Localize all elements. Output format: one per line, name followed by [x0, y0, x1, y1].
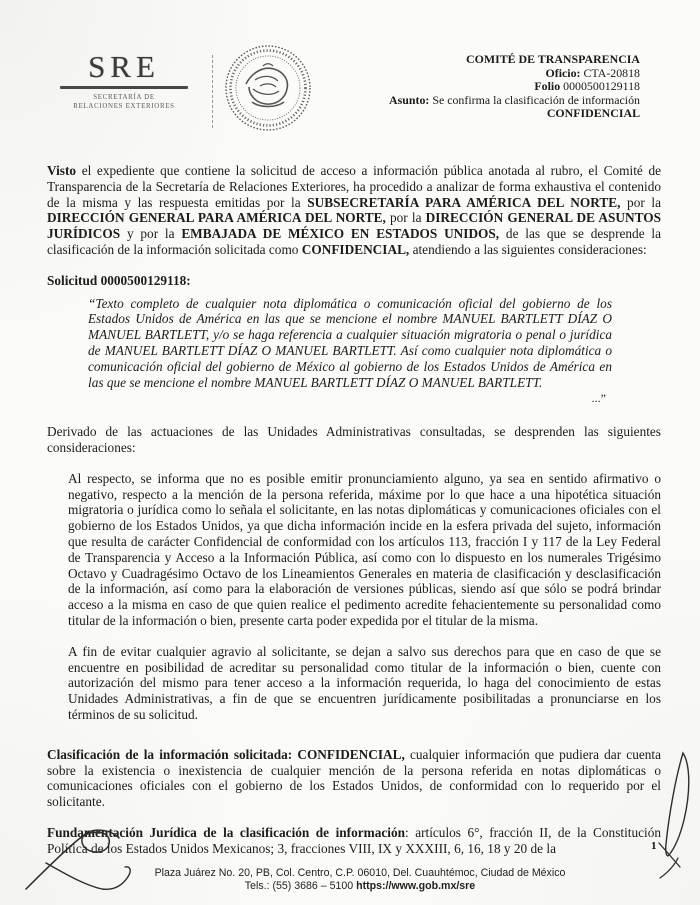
asunto-line: Asunto: Se confirma la clasificación de información [389, 92, 640, 107]
consideration-paragraph-2: A fin de evitar cualquier agravio al solicitante, se dejan a salvo sus derechos para que en caso de que se encuentre en posibilidad de acreditar su personalidad como titular de la información o bien, cuente con autorización del mismo para tener acceso a la información requerida, lo haga del conocimiento de estas Unidades Administrativas, a fin de que se encuentren jurídicamente posibilitadas a pronunciarse en los términos de su solicitud. [68, 643, 661, 722]
committee-title: COMITÉ DE TRANSPARENCIA [466, 52, 640, 66]
derivado-paragraph: Derivado de las actuaciones de las Unidades Administrativas consultadas, se desprenden las siguientes consideraciones: [47, 424, 661, 455]
fundamentacion-paragraph: Fundamentación Jurídica de la clasificación de información: artículos 6°, fracción II, de la Constitución Política de los Estados Unidos Mexicanos; 3, fracciones VIII, IX y XXXIII, 6, 16, 18 y 20 de la [47, 824, 661, 856]
consideration-paragraph-1: Al respecto, se informa que no es posible emitir pronunciamiento alguno, ya sea en sentido afirmativo o negativo, respecto a la mención de la persona referida, máxime por lo que hace a una hipotética situación migratoria o jurídica como lo señala el solicitante, en las notas diplomáticas y comunicaciones oficiales con el gobierno de los Estados Unidos, ya que dicha información incide en la esfera privada del sujeto, información que resulta de carácter Confidencial de conformidad con los artículos 113, fracción I y 117 de la Ley Federal de Transparencia y Acceso a la Información Pública, así como con lo dispuesto en los numerales Trigésimo Octavo y Cuadragésimo Octavo de los Lineamientos Generales en materia de clasificación y desclasificación de la información, así como para la elaboración de versiones públicas, siendo así que sólo se podrá brindar acceso a la misma en caso de que quien realice el pedimento acredite fehacientemente su personalidad como titular de la información o bien, presente carta poder expedida por el titular de la misma. [68, 470, 661, 628]
footer-phone: Tels.: (55) 3686 – 5100 https://www.gob.mx/sre [244, 880, 476, 893]
quote-closing-mark: ...” [591, 391, 606, 406]
sre-dept-line2: RELACIONES EXTERIORES [73, 102, 175, 110]
clasificacion-paragraph: Clasificación de la información solicitada: CONFIDENCIAL, cualquier información que pudiera dar cuenta sobre la existencia o inexistencia de cualquier mención de la persona referida en notas diplomáticas o comunicaciones oficiales con el gobierno de los Estados Unidos, de conformidad con lo requerido por el solicitante. [47, 746, 661, 810]
visto-paragraph: Visto el expediente que contiene la solicitud de acceso a información pública anotada al rubro, el Comité de Transparencia de la Secretaría de Relaciones Exteriores, ha procedido a analizar de forma exhaustiva el contenido de la misma y las respuesta emitidas por la SUBSECRETARÍA PARA AMÉRICA DEL NORTE, por la DIRECCIÓN GENERAL PARA AMÉRICA DEL NORTE, por la DIRECCIÓN GENERAL DE ASUNTOS JURÍDICOS y por la EMBAJADA DE MÉXICO EN ESTADOS UNIDOS, de las que se desprende la clasificación de la información solicitada como CONFIDENCIAL, atendiendo a las siguientes consideraciones: [47, 163, 661, 257]
footer-address: Plaza Juárez No. 20, PB, Col. Centro, C.P. 06010, Del. Cuauhtémoc, Ciudad de México [154, 867, 566, 879]
margin-paraph-icon [645, 750, 697, 887]
solicitud-heading: Solicitud 0000500129118: [47, 272, 191, 288]
footer-block [100, 867, 620, 893]
sre-logo-rule [60, 86, 188, 89]
folio-line: Folio 0000500129118 [534, 79, 640, 94]
signature-rubric-icon [16, 826, 154, 905]
oficio-line: Oficio: CTA-20818 [545, 65, 640, 80]
document-body [47, 163, 661, 856]
header-divider-line [212, 55, 213, 128]
sre-logo [60, 50, 188, 111]
sre-acronym: SRE [88, 49, 160, 84]
header-right-block [220, 53, 640, 121]
request-quote-block: “Texto completo de cualquier nota diplomática o comunicación oficial del gobierno de los Estados Unidos de América en las que se mencione el nombre MANUEL BARTLETT DÍAZ O MANUEL BARTLETT, y/o se haga referencia a cualquier situación migratoria o penal o jurídica de MANUEL BARTLETT DÍAZ O MANUEL BARTLETT. Así como cualquier nota diplomática o comunicación oficial del gobierno de México al gobierno de los Estados Unidos de América en las que se mencione el nombre MANUEL BARTLETT DÍAZ O MANUEL BARTLETT. [88, 295, 612, 390]
sre-dept-line1: SECRETARÍA DE [93, 94, 155, 101]
page-number: 1 [651, 840, 657, 852]
classification-line: CONFIDENCIAL [546, 106, 640, 121]
